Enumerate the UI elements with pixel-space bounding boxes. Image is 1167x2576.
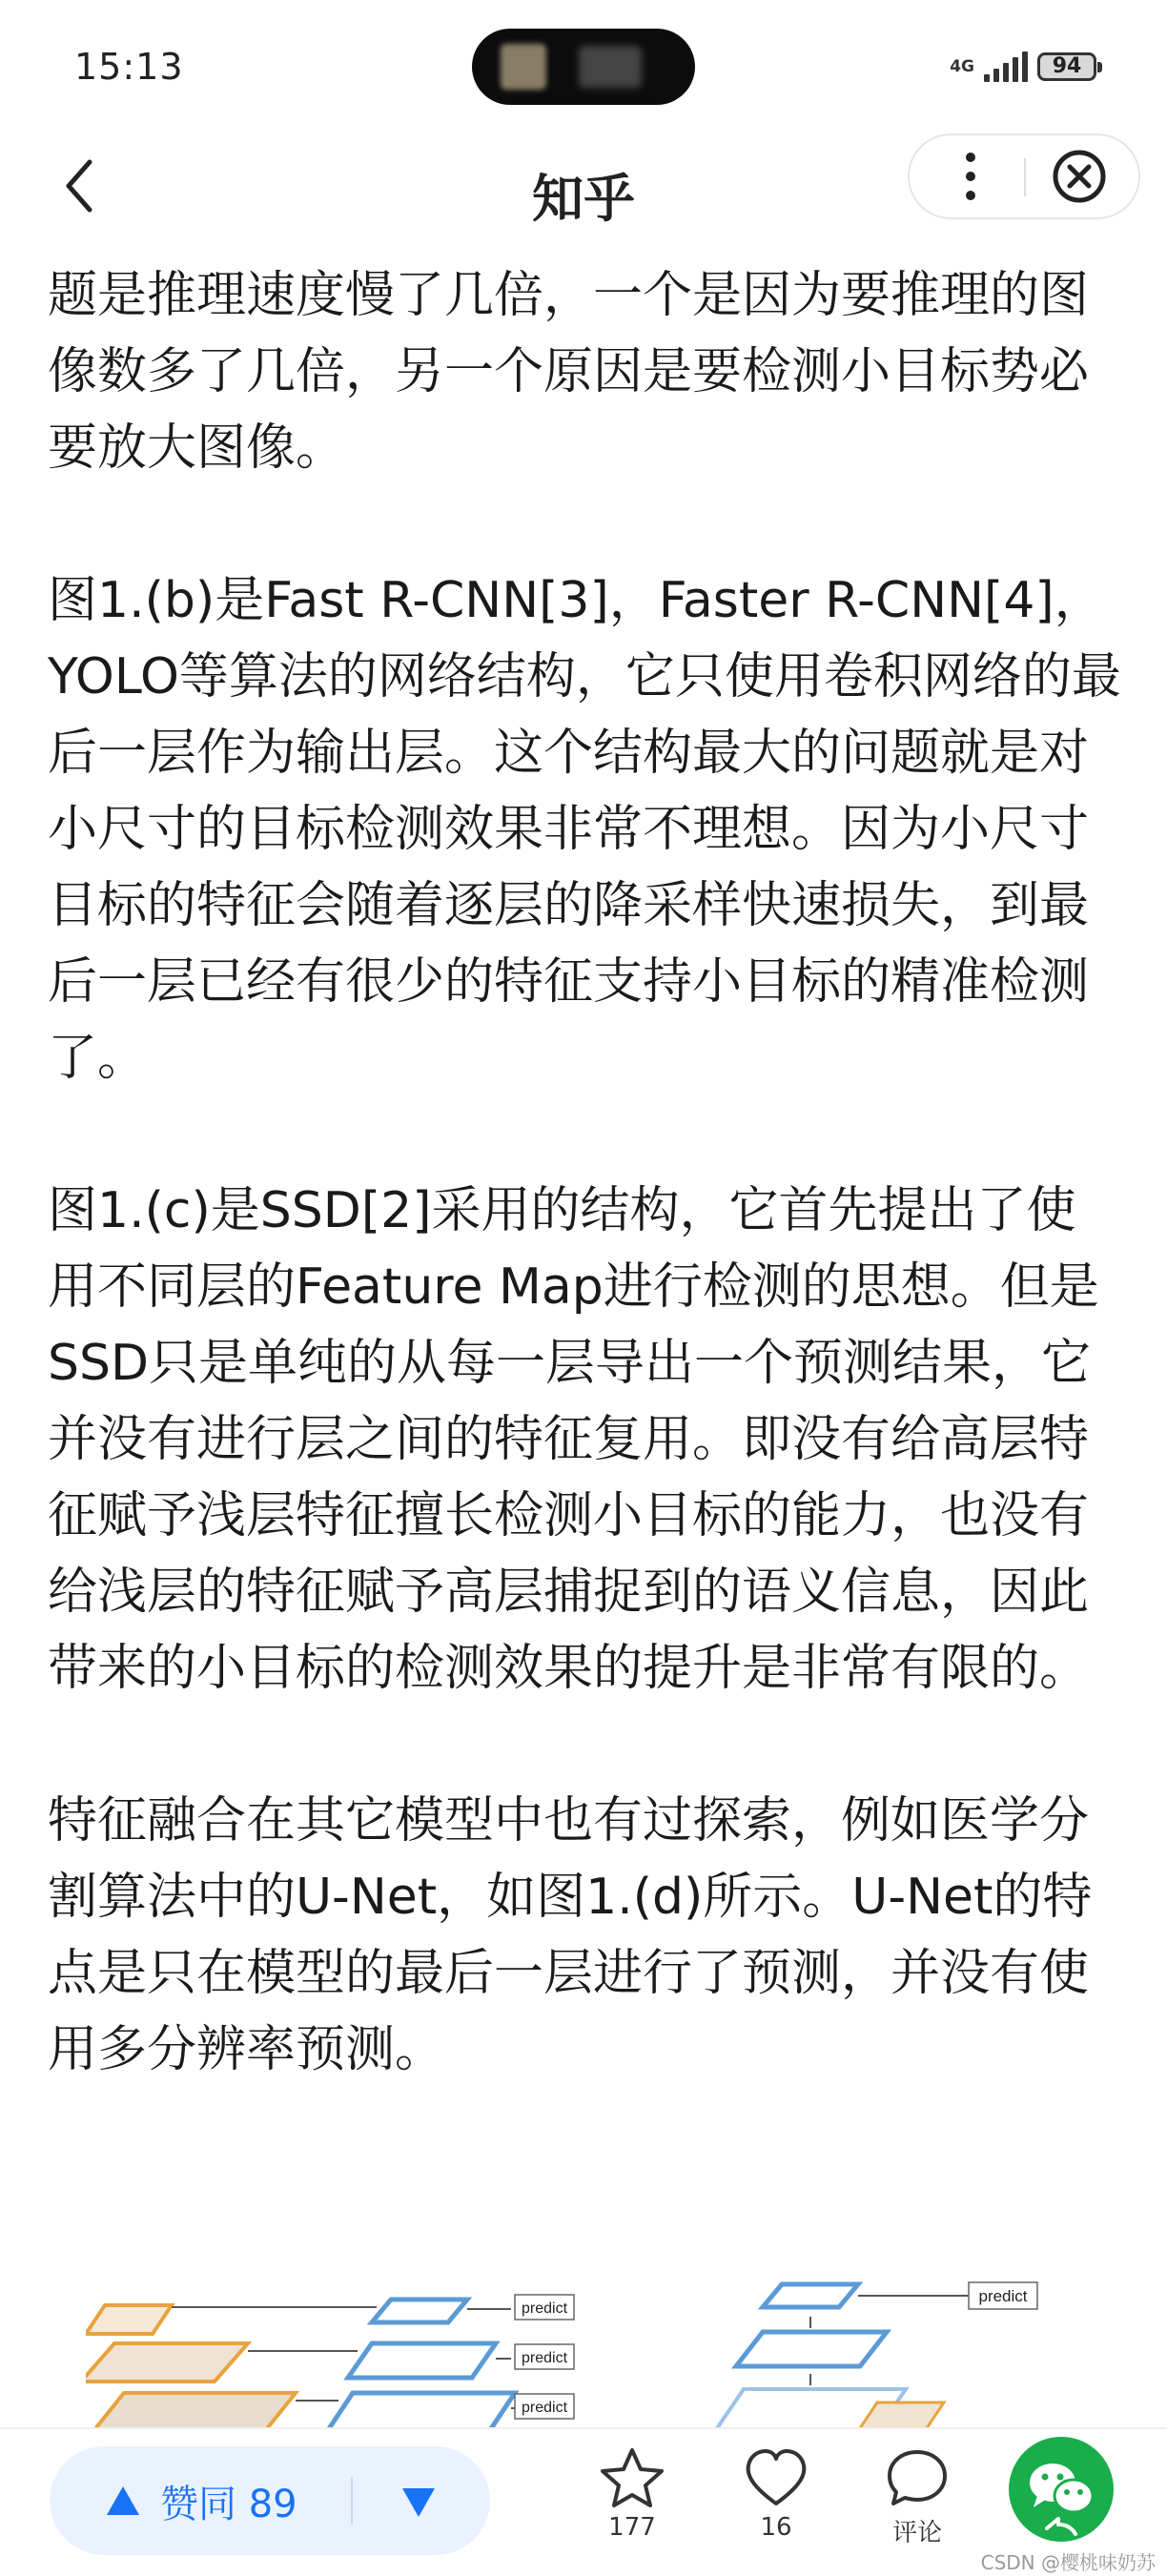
article-paragraph: 特征融合在其它模型中也有过探索，例如医学分割算法中的U-Net，如图1.(d)所示。U-Net的特点是只在模型的最后一层进行了预测，并没有使用多分辨率预测。 xyxy=(48,1792,1093,2078)
watermark: CSDN @樱桃味奶苏 xyxy=(980,2551,1156,2574)
more-button[interactable] xyxy=(910,135,1022,217)
comment-bubble-icon xyxy=(884,2446,951,2509)
battery-icon: 94 xyxy=(1037,52,1096,81)
close-circle-icon xyxy=(1028,135,1138,217)
status-time: 15:13 xyxy=(74,46,184,88)
status-indicators xyxy=(950,48,1096,86)
heart-icon xyxy=(743,2446,809,2509)
more-vertical-icon xyxy=(910,135,1022,217)
upvote-button[interactable] xyxy=(50,2446,345,2555)
article-body xyxy=(48,257,1125,2088)
triangle-up-icon xyxy=(107,2486,139,2515)
upvote-label: 赞同 89 xyxy=(160,2482,297,2526)
predict-label: predict xyxy=(521,2300,568,2317)
article-paragraph: 题是推理速度慢了几倍，一个是因为要推理的图像数多了几倍，另一个原因是要检测小目标势必要放大图像。 xyxy=(48,267,1090,477)
bottom-action-bar xyxy=(0,2427,1167,2576)
comment-label: 评论 xyxy=(891,2519,942,2547)
article-figure[interactable] xyxy=(86,2259,1096,2431)
page-title: 知乎 xyxy=(532,169,635,229)
article-paragraph: 图1.(c)是SSD[2]采用的结构，它首先提出了使用不同层的Feature Map进行检测的思想。但是SSD只是单纯的从每一层导出一个预测结果，它并没有进行层之间的特征复用。即没有给高层特征赋予浅层特征擅长检测小目标的能力，也没有给浅层的特征赋予高层捕捉到的语义信息，因此带来的小目标的检测效果的提升是非常有限的。 xyxy=(48,1182,1099,1697)
signal-icon xyxy=(984,51,1028,82)
vote-divider xyxy=(351,2477,353,2525)
like-count: 16 xyxy=(760,2513,792,2542)
like-button[interactable] xyxy=(719,2446,833,2561)
right-feature-stack xyxy=(715,2282,1037,2431)
wechat-share-button[interactable] xyxy=(1009,2437,1114,2542)
status-bar xyxy=(0,0,1167,133)
blurred-indicator xyxy=(579,46,642,88)
star-icon xyxy=(599,2446,665,2509)
capsule-divider xyxy=(1024,158,1026,196)
predict-label: predict xyxy=(521,2400,568,2416)
blurred-app-icon xyxy=(501,44,546,90)
left-image-stack xyxy=(86,2305,296,2431)
vote-pill xyxy=(50,2446,490,2555)
close-button[interactable] xyxy=(1028,135,1138,217)
favorite-button[interactable] xyxy=(575,2446,689,2561)
mini-program-capsule xyxy=(908,133,1140,219)
downvote-button[interactable] xyxy=(355,2446,490,2555)
predict-label: predict xyxy=(521,2350,568,2366)
triangle-down-icon xyxy=(402,2488,435,2517)
nav-bar xyxy=(0,133,1167,257)
dynamic-island xyxy=(472,29,695,105)
predict-label-group xyxy=(515,2295,574,2419)
wechat-icon xyxy=(1009,2437,1114,2542)
predict-label: predict xyxy=(978,2287,1028,2305)
article-paragraph: 图1.(b)是Fast R-CNN[3]，Faster R-CNN[4]，YOLO等算法的网络结构，它只使用卷积网络的最后一层作为输出层。这个结构最大的问题就是对小尺寸的目标检测效果非常不理想。因为小尺寸目标的特征会随着逐层的降采样快速损失，到最后一层已经有很少的特征支持小目标的精准检测了。 xyxy=(48,572,1121,1087)
comment-button[interactable] xyxy=(860,2446,974,2561)
network-type-icon: 4G xyxy=(950,57,974,76)
favorite-count: 177 xyxy=(608,2513,656,2542)
feature-pyramid-diagram xyxy=(86,2259,1096,2431)
